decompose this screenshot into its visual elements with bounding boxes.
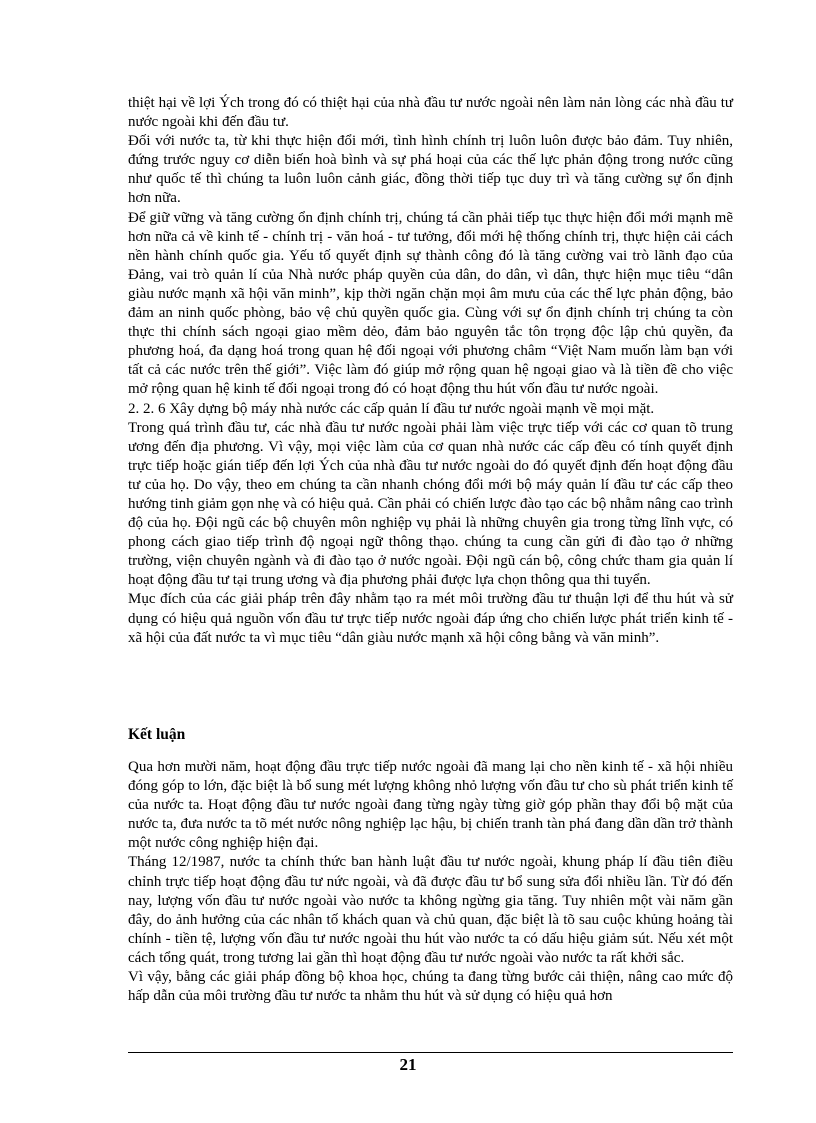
paragraph: Đối với nước ta, từ khi thực hiện đổi mới, tình hình chính trị luôn luôn được bảo đảm. Tuy nhiên, đứng trước nguy cơ diễn biến hoà bình và sự phá hoại của các thế lực phản động trong nước cũng như quốc tế thì chúng ta luôn luôn cảnh giác, đồng thời tiếp tục duy trì và tăng cường sự ổn định hơn nữa. bbox=[128, 133, 733, 207]
page-number: 21 bbox=[399, 1055, 417, 1074]
paragraph: Để giữ vững và tăng cường ổn định chính trị, chúng tá cần phải tiếp tục thực hiện đổi mới mạnh mẽ hơn nữa cả về kinh tế - chính trị - văn hoá - tư tưởng, đổi mới hệ thống chính trị, thực hiện cải cách nền hành chính quốc gia. Yếu tố quyết định sự thành công đó là tăng cường vai trò lãnh đạo của Đảng, vai trò quản lí của Nhà nước pháp quyền của dân, do dân, vì dân, thực hiện mục tiêu “dân giàu nước mạnh xã hội văn minh”, kịp thời ngăn chặn mọi âm mưu của các thế lực phản động, bảo đảm an ninh quốc phòng, bảo vệ chủ quyền quốc gia. Cùng với sự ổn định chính trị chúng ta còn thực thi chính sách ngoại giao mềm dẻo, đảm bảo nguyên tắc tôn trọng độc lập chủ quyền, đa phương hoá, đa dạng hoá trong quan hệ đối ngoại với phương châm “Việt Nam muốn làm bạn với tất cả các nước trên thế giới”. Việc làm đó giúp mở rộng quan hệ ngoại giao và là tiền đề cho việc mở rộng quan hệ kinh tế đối ngoại trong đó có hoạt động thu hút vốn đầu tư nước ngoài. bbox=[128, 209, 733, 398]
paragraph: Trong quá trình đầu tư, các nhà đầu tư nước ngoài phải làm việc trực tiếp với các cơ quan tõ trung ương đến địa phương. Vì vậy, mọi việc làm của cơ quan nhà nước các cấp đều có tính quyết định trực tiếp hoặc gián tiếp đến lợi Ých của nhà đầu tư nước ngoài do đó quyết định đến hoạt động đầu tư của họ. Do vậy, theo em chúng ta cần nhanh chóng đổi mới bộ máy quản lí đầu tư các cấp theo hướng tinh giảm gọn nhẹ và có hiệu quả. Cần phải có chiến lược đào tạo các bộ nhằm nâng cao trình độ của họ. Đội ngũ các bộ chuyên môn nghiệp vụ phải là những chuyên gia trong từng lĩnh vực, có phong cách giao tiếp trình độ ngoại ngữ thông thạo. chúng ta cung cần gửi đi đào tạo ở những trường, viện chuyên ngành và đi đào tạo ở nước ngoài. Đội ngũ cán bộ, công chức tham gia quản lí hoạt động đầu tư tại trung ương và địa phương phải được lựa chọn thông qua thi tuyển. bbox=[128, 419, 733, 589]
footer-rule bbox=[128, 1052, 733, 1053]
section-heading-paragraph: 2. 2. 6 Xây dựng bộ máy nhà nước các cấp quản lí đầu tư nước ngoài mạnh về mọi mặt. bbox=[128, 400, 655, 417]
paragraph: Vì vậy, bằng các giải pháp đồng bộ khoa học, chúng ta đang từng bước cải thiện, nâng cao mức độ hấp dẫn của môi trường đầu tư nước ta nhằm thu hút và sử dụng có hiệu quả hơn bbox=[128, 969, 733, 1005]
paragraph: thiệt hại về lợi Ých trong đó có thiệt hại của nhà đầu tư nước ngoài nên làm nản lòng các nhà đầu tư nước ngoài khi đến đầu tư. bbox=[128, 95, 733, 131]
conclusion-text bbox=[128, 758, 733, 1006]
paragraph: Tháng 12/1987, nước ta chính thức ban hành luật đầu tư nước ngoài, khung pháp lí đầu tiên điều chỉnh trực tiếp hoạt động đầu tư nức ngoài, và đã được đầu tư bổ sung sửa đổi nhiều lần. Từ đó đến nay, lượng vốn đầu tư nước ngoài vào nước ta không ngừng gia tăng. Tuy nhiên một vài năm gần đây, do ảnh hưởng của các nhân tố khách quan và chủ quan, đặc biệt là tõ sau cuộc khủng hoảng tài chính - tiền tệ, lượng vốn đầu tư nước ngoài thu hút vào nước ta có dấu hiệu giảm sút. Nếu xét một cách tổng quát, trong tương lai gần thì hoạt động đầu tư nước ngoài vào nước ta rất khởi sắc. bbox=[128, 854, 733, 966]
paragraph: Mục đích của các giải pháp trên đây nhằm tạo ra mét môi trường đầu tư thuận lợi để thu hút và sử dụng có hiệu quả nguồn vốn đầu tư trực tiếp nước ngoài đáp ứng cho chiến lược phát triển kinh tế - xã hội của đất nước ta vì mục tiêu “dân giàu nước mạnh xã hội công bằng và văn minh”. bbox=[128, 591, 733, 646]
paragraph: Qua hơn mười năm, hoạt động đầu trực tiếp nước ngoài đã mang lại cho nền kinh tế - xã hội nhiều đóng góp to lớn, đặc biệt là bổ sung mét lượng không nhỏ lượng vốn đầu tư cho sù phát triển kinh tế của nước ta. Hoạt động đầu tư nước ngoài đang từng ngày từng giờ góp phần thay đổi bộ mặt của nước ta, đưa nước ta tõ mét nước nông nghiệp lạc hậu, bị chiến tranh tàn phá đang dần dần trở thành một nước công nghiệp hiện đại. bbox=[128, 759, 733, 852]
conclusion-heading: Kết luận bbox=[128, 726, 186, 743]
body-text bbox=[128, 94, 733, 648]
